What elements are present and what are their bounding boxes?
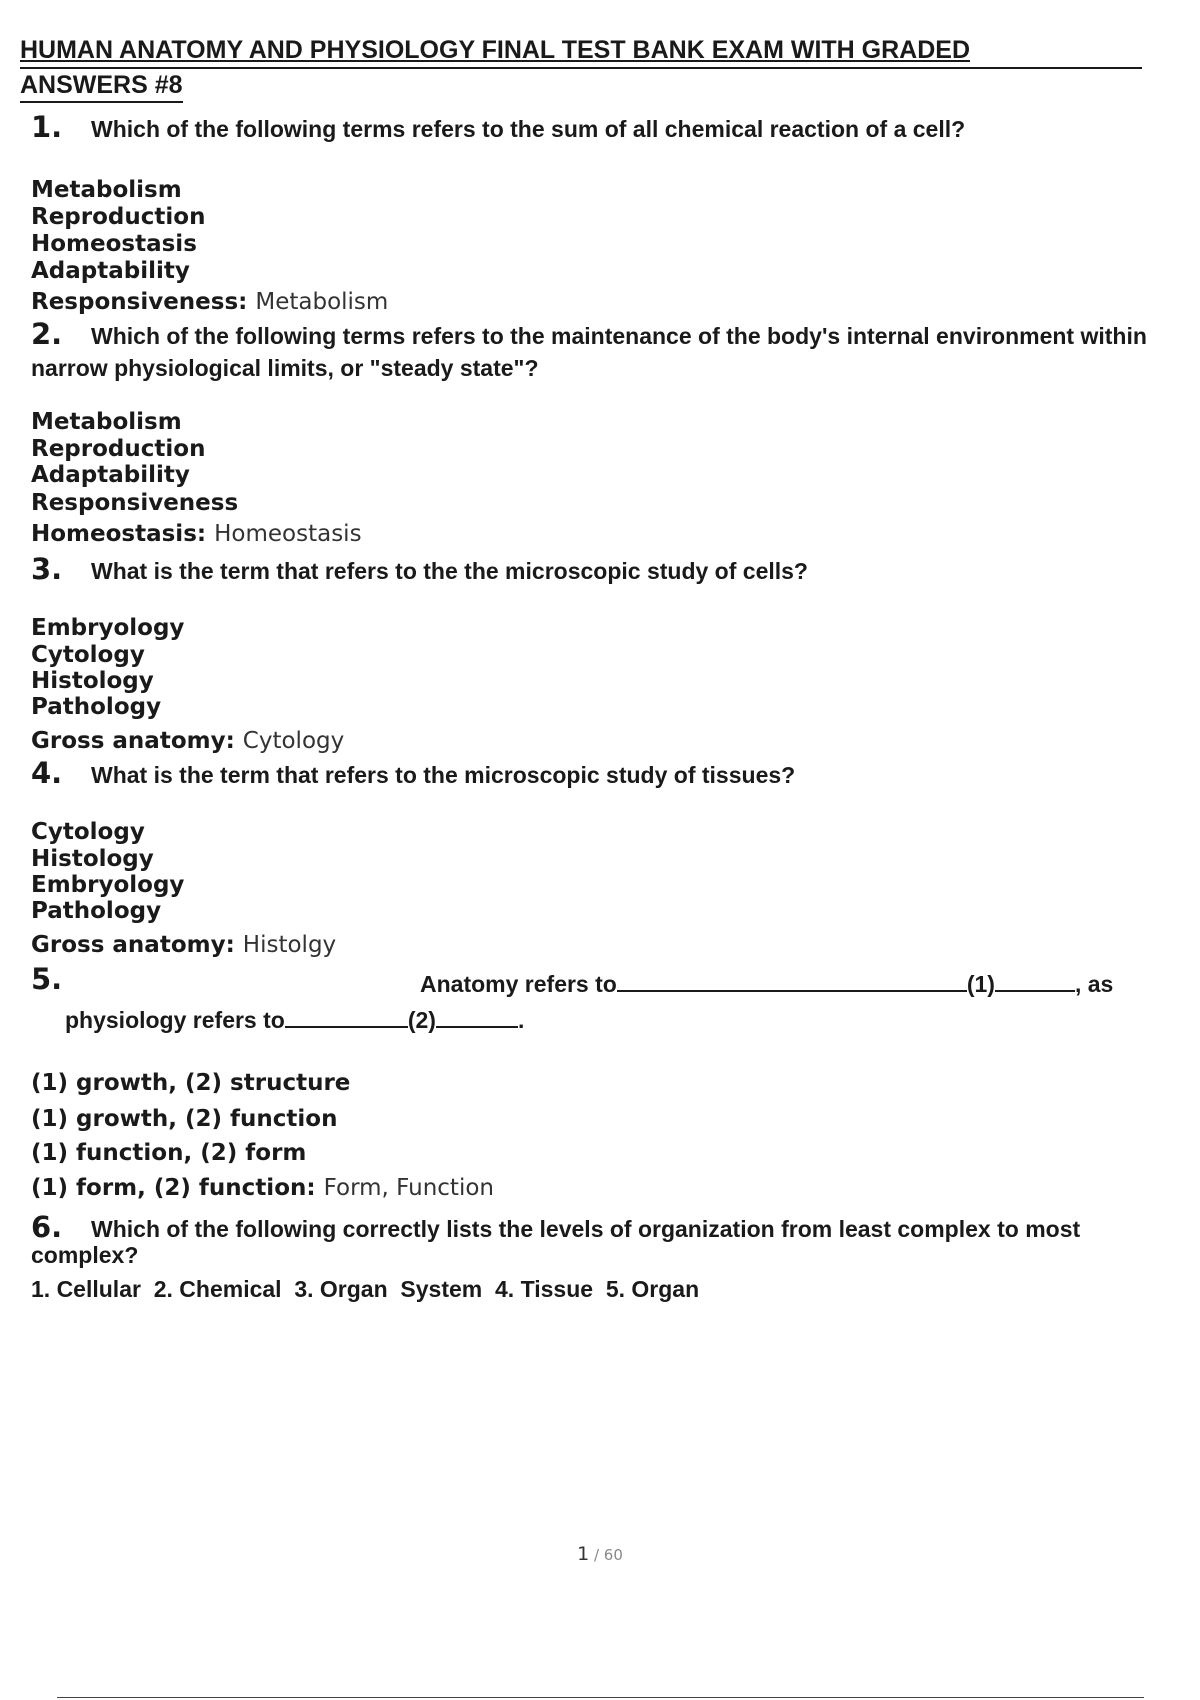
answer-text: Histolgy [242, 932, 337, 958]
answer-blank [436, 1004, 518, 1028]
page-total: 60 [603, 1546, 623, 1564]
question-text: , as [1074, 971, 1114, 997]
answer-blank [617, 968, 967, 992]
question-3 [31, 552, 808, 586]
answer-line [31, 521, 362, 547]
answer-line [31, 289, 388, 315]
question-text: narrow physiological limits, or "steady state"? [31, 355, 539, 381]
answer-text: Metabolism [255, 289, 389, 315]
question-number: 3. [31, 552, 63, 586]
question-text: Which of the following correctly lists the levels of organization from least complex to most [91, 1216, 1081, 1242]
option: Pathology [31, 898, 162, 924]
option: Cytology [31, 642, 145, 668]
question-text: Which of the following terms refers to the sum of all chemical reaction of a cell? [91, 116, 966, 142]
option: Reproduction [31, 204, 206, 230]
question-6-continued [31, 1241, 138, 1270]
option: Adaptability [31, 462, 190, 488]
option-label: Homeostasis: [31, 521, 207, 547]
blank-marker: (2) [407, 1007, 436, 1033]
option-label: Gross anatomy: [31, 932, 235, 958]
question-text: Which of the following terms refers to the maintenance of the body's internal environment within [91, 323, 1147, 349]
answer-line [31, 728, 344, 754]
page-number [0, 1543, 1200, 1565]
option: (1) function, (2) form [31, 1140, 307, 1166]
option: Responsiveness [31, 490, 239, 516]
title-line-1: HUMAN ANATOMY AND PHYSIOLOGY FINAL TEST BANK EXAM WITH GRADED [20, 34, 1142, 69]
page-separator: / [589, 1546, 604, 1564]
footer-divider [57, 1697, 1144, 1698]
option: Homeostasis [31, 231, 197, 257]
option: 1. Cellular 2. Chemical 3. Organ System 4. Tissue 5. Organ [31, 1276, 700, 1302]
question-number: 6. [31, 1210, 63, 1244]
option: Embryology [31, 615, 185, 641]
question-number: 1. [31, 110, 63, 144]
answer-text: Form, Function [323, 1175, 494, 1201]
answer-blank [285, 1004, 408, 1028]
option: Adaptability [31, 258, 190, 284]
question-1 [31, 110, 966, 144]
option: Metabolism [31, 177, 182, 203]
question-number: 4. [31, 756, 63, 790]
answer-text: Homeostasis [214, 521, 362, 547]
option: (1) growth, (2) structure [31, 1070, 351, 1096]
question-text: Anatomy refers to [420, 971, 617, 997]
option: Cytology [31, 819, 145, 845]
option: Histology [31, 846, 154, 872]
question-4 [31, 756, 796, 790]
question-number: 2. [31, 317, 63, 351]
question-text: What is the term that refers to the the microscopic study of cells? [91, 558, 808, 584]
option-label: (1) form, (2) function: [31, 1175, 316, 1201]
document-title [20, 34, 1142, 103]
page-current: 1 [577, 1543, 590, 1565]
answer-blank [995, 968, 1075, 992]
question-text: physiology refers to [65, 1007, 285, 1033]
option: Embryology [31, 872, 185, 898]
answer-line [31, 932, 336, 958]
option-label: Gross anatomy: [31, 728, 235, 754]
question-text: complex? [31, 1242, 139, 1268]
question-6 [31, 1210, 1081, 1244]
option: (1) growth, (2) function [31, 1106, 338, 1132]
question-5 [31, 962, 1131, 996]
question-text: . [517, 1007, 525, 1033]
option: Pathology [31, 694, 162, 720]
question-text-line-1 [420, 968, 1113, 998]
question-text: What is the term that refers to the microscopic study of tissues? [91, 762, 796, 788]
option: Metabolism [31, 409, 182, 435]
option: Histology [31, 668, 154, 694]
blank-marker: (1) [966, 971, 995, 997]
option: Reproduction [31, 436, 206, 462]
answer-text: Cytology [242, 728, 345, 754]
question-2-continued [31, 354, 539, 383]
title-line-2: ANSWERS #8 [20, 70, 183, 103]
question-5-continued [65, 1004, 524, 1034]
option-label: Responsiveness: [31, 289, 248, 315]
question-number: 5. [31, 962, 63, 996]
answer-line [31, 1175, 494, 1201]
question-2 [31, 317, 1147, 351]
